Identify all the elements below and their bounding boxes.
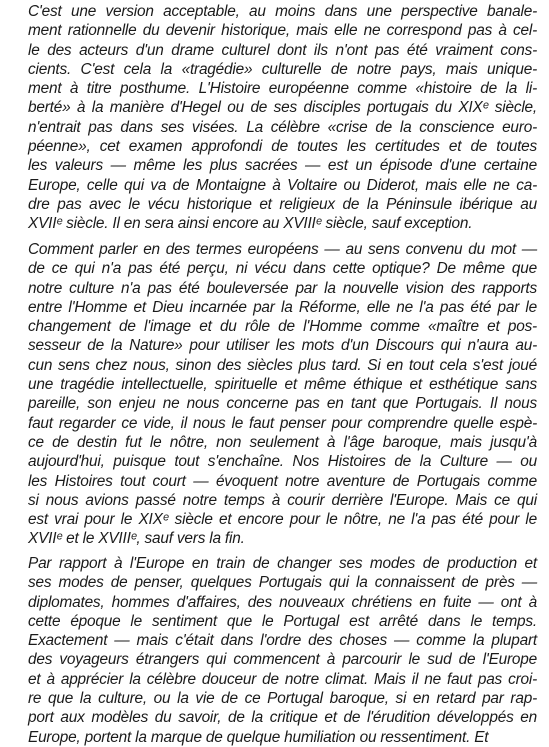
text-line: diplomates, hommes d'affaires, des nouveaux chrétiens en fuite — ont à <box>28 593 537 611</box>
text-line: le des acteurs d'un drame culturel dont ils n'ont pas été vraiment cons- <box>28 41 537 59</box>
text-line: cette époque le sentiment que le Portugal est arrêté dans le temps. <box>28 612 537 630</box>
text-line: XVIIᵉ et le XVIIIᵉ, sauf vers la fin. <box>28 530 245 548</box>
text-line: sesseur de la Nature» pour utiliser les mots d'un Discours qui n'aura au- <box>28 337 537 355</box>
text-line: aujourd'hui, puisque tout s'enchaîne. Nos Histoires de la Culture — ou <box>28 453 537 471</box>
text-line: entre l'Homme et Dieu incarnée par la Réforme, elle ne l'a pas été par le <box>28 298 537 316</box>
text-line: Europe, portent la marque de quelque humiliation ou ressentiment. Et <box>28 728 489 746</box>
text-line: faut regarder ce vide, il nous le faut penser pour comprendre quelle espè- <box>28 414 537 432</box>
paragraph-3 <box>28 554 537 747</box>
text-line: port aux modèles du savoir, de la critique et de l'érudition développés en <box>28 709 537 727</box>
text-line: ment rationnelle du devenir historique, mais elle ne correspond pas à cel- <box>28 22 537 40</box>
text-line: ment à titre posthume. L'Histoire européenne comme «histoire de la li- <box>28 80 537 98</box>
text-line: de ce qui n'a pas été perçu, ni vécu dans cette optique? De même que <box>28 260 537 278</box>
text-line: pareille, son enjeu ne nous concerne pas en tant que Portugais. Il nous <box>28 395 537 413</box>
text-line: une tragédie intellectuelle, spirituelle et même éthique et esthétique sans <box>28 376 537 394</box>
paragraph-1 <box>28 2 537 234</box>
text-line: cun sens chez nous, sinon des siècles plus tard. Si en tout cela s'est joué <box>28 356 537 374</box>
text-line: Par rapport à l'Europe en train de changer ses modes de production et <box>28 555 537 572</box>
text-line: Europe, celle qui va de Montaigne à Voltaire ou Diderot, mais elle ne ca- <box>28 176 537 194</box>
text-line: Exactement — mais c'était dans l'ordre des choses — comme la plupart <box>28 632 537 650</box>
text-line: re que la culture, ou la vie de ce Portugal baroque, si en retard par rap- <box>28 690 537 708</box>
text-line: des voyageurs étrangers qui commencent à parcourir le sud de l'Europe <box>28 651 537 669</box>
text-line: notre culture n'a pas été bouleversée par la nouvelle vision des rapports <box>28 279 537 297</box>
text-line: berté» à la manière d'Hegel ou de ses disciples portugais du XIXᵉ siècle, <box>28 99 537 117</box>
text-line: ce de destin fut le nôtre, non seulement à l'âge baroque, mais jusqu'à <box>28 433 537 451</box>
text-line: dre pas avec le vécu historique et religieux de la Péninsule ibérique au <box>28 195 537 213</box>
text-line: péenne», cet examen approfondi de toutes les certitudes et de toutes <box>28 138 537 156</box>
text-line: et à apprécier la célèbre douceur de notre climat. Mais il ne faut pas croi- <box>28 670 537 688</box>
text-line: ses modes de penser, quelques Portugais qui la connaissent de près — <box>28 574 537 592</box>
text-line: C'est une version acceptable, au moins dans une perspective banale- <box>28 3 537 20</box>
text-line: cients. C'est cela la «tragédie» culturelle de notre pays, mais unique- <box>28 60 537 78</box>
text-line: les Histoires tout court — évoquent notre aventure de Portugais comme <box>28 472 537 490</box>
text-line: changement de l'image et du rôle de l'Homme comme «maître et pos- <box>28 318 537 336</box>
text-line: Comment parler en des termes européens — au sens convenu du mot — <box>28 241 537 258</box>
text-line: si nous avions passé notre temps à courir derrière l'Europe. Mais ce qui <box>28 491 537 509</box>
text-line: les valeurs — même les plus sacrées — est un épisode d'une certaine <box>28 157 537 175</box>
text-line: XVIIᵉ siècle. Il en sera ainsi encore au XVIIIᵉ siècle, sauf exception. <box>28 215 473 233</box>
text-line: est vrai pour le XIXᵉ siècle et encore pour le nôtre, ne l'a pas été pour le <box>28 511 537 529</box>
text-line: n'entrait pas dans ses visées. La célèbre «crise de la conscience euro- <box>28 118 537 136</box>
paragraph-2 <box>28 240 537 549</box>
